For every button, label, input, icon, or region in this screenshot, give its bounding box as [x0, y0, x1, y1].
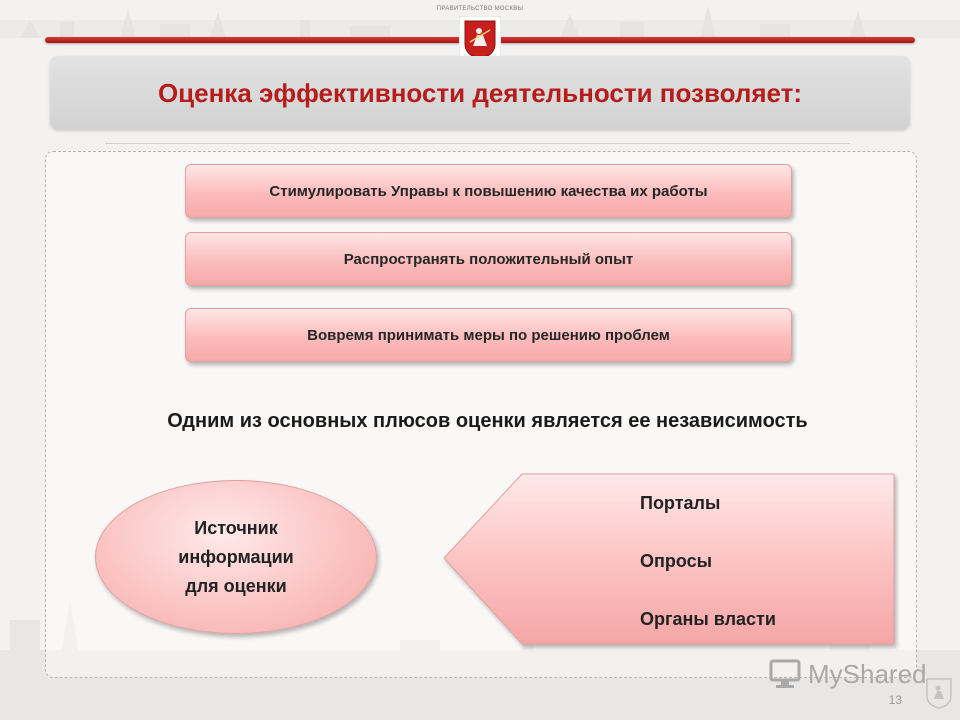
source-authorities: Органы власти [640, 609, 776, 629]
page-number: 13 [888, 693, 902, 707]
computer-icon [768, 658, 802, 690]
information-source-ellipse [95, 480, 377, 634]
sources-list [640, 490, 776, 664]
independence-statement: Одним из основных плюсов оценки является ее независимость [167, 410, 808, 432]
benefit-timely-measures: Вовремя принимать меры по решению проблем [185, 308, 792, 362]
corner-coat-of-arms-icon [924, 676, 954, 710]
benefit-stimulate: Стимулировать Управы к повышению качества их работы [185, 164, 792, 218]
benefit-share-experience: Распространять положительный опыт [185, 232, 792, 286]
ellipse-line: для оценки [185, 575, 287, 596]
source-surveys: Опросы [640, 551, 713, 571]
watermark-text: MyShared [808, 658, 927, 689]
ellipse-line: информации [178, 546, 294, 567]
title-divider [105, 143, 850, 144]
myshared-watermark[interactable] [768, 656, 927, 692]
government-caption: ПРАВИТЕЛЬСТВО МОСКВЫ [436, 6, 524, 12]
page-title: Оценка эффективности деятельности позволяет: [157, 78, 803, 108]
source-portals: Порталы [640, 493, 721, 513]
ellipse-line: Источник [194, 517, 278, 538]
